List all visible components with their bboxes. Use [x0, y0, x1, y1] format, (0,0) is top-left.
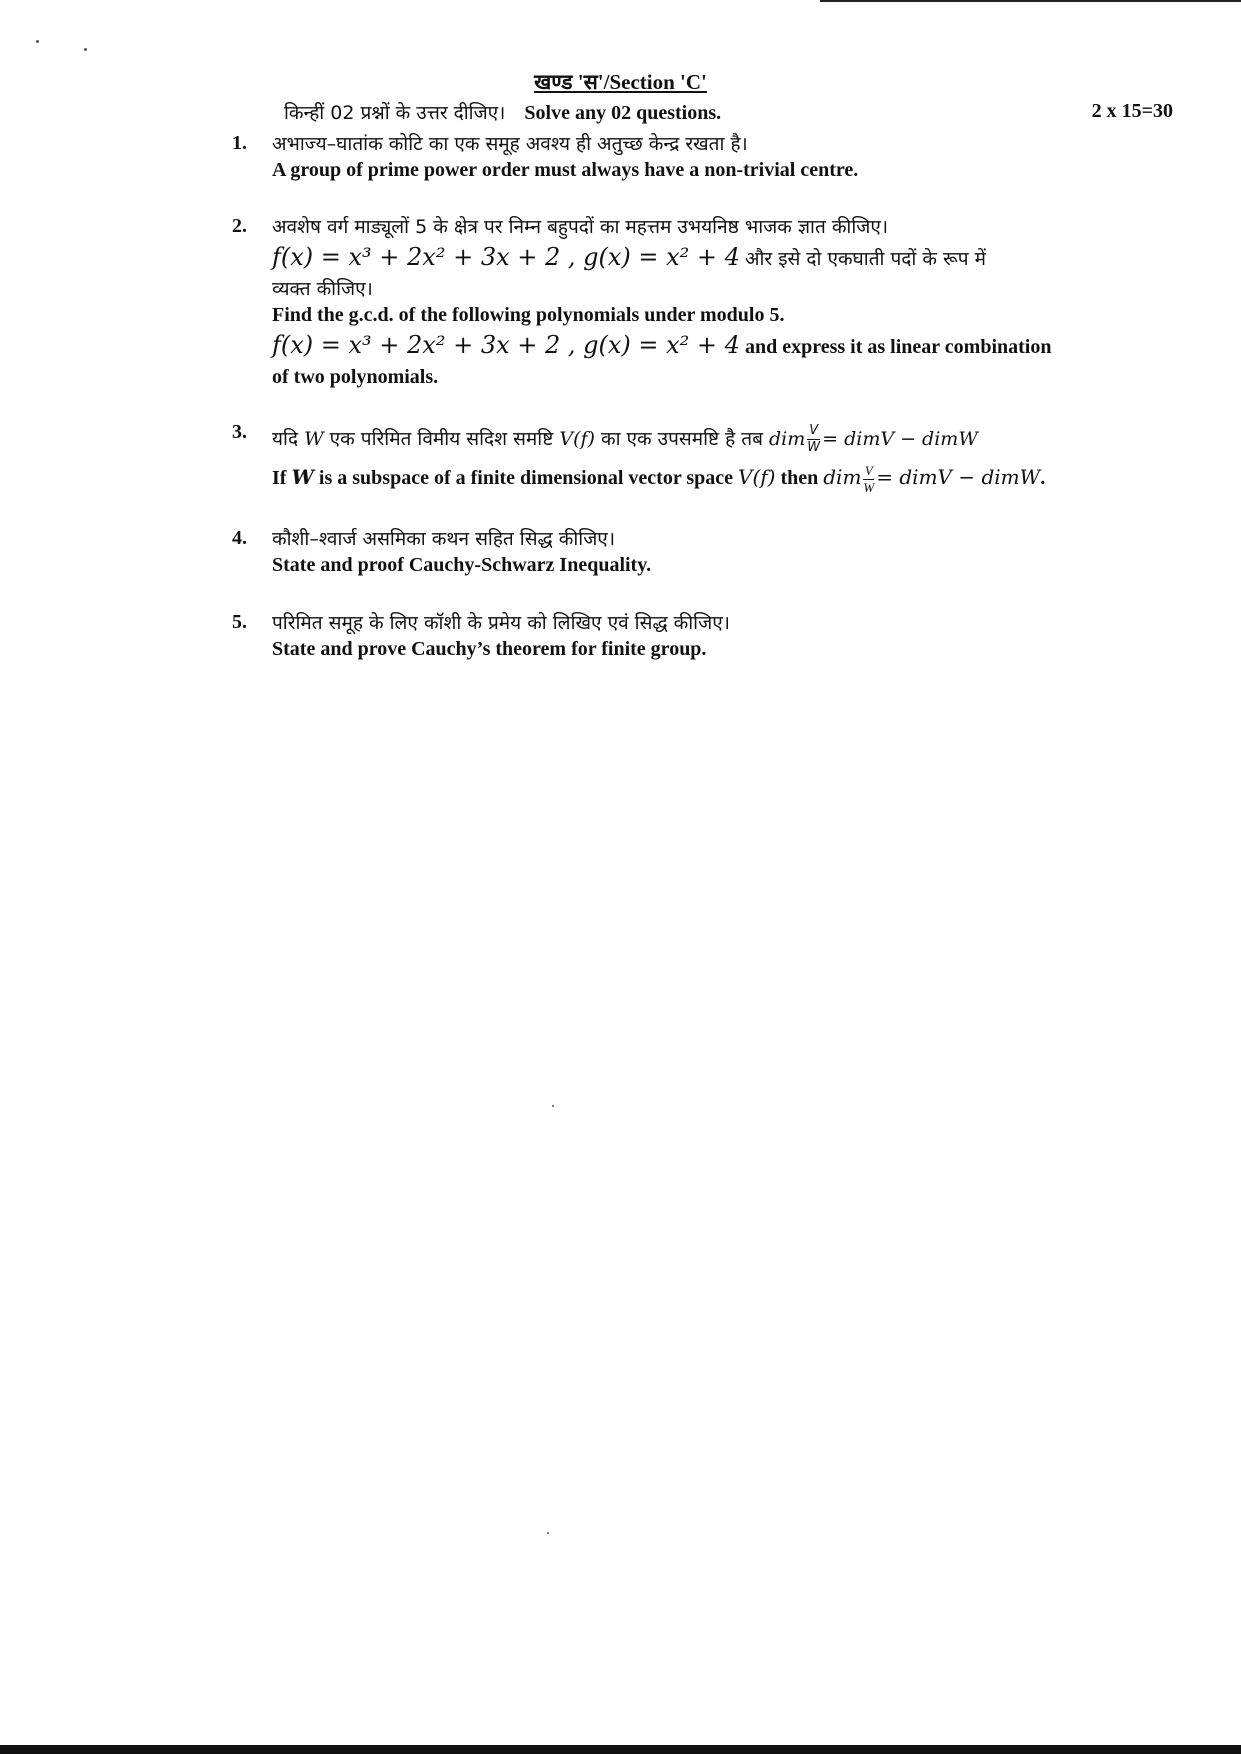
- question-math-line-hindi: [272, 240, 1212, 276]
- question-4: [232, 526, 1212, 578]
- scan-edge-bottom: [0, 1745, 1241, 1754]
- question-hindi-line-2: और इसे दो एकघाती पदों के रूप में: [744, 248, 986, 270]
- fraction-V-over-W: $\frac{V}{W}$: [863, 462, 875, 495]
- question-english: State and prove Cauchy’s theorem for finite group.: [272, 638, 707, 660]
- symbol-Vf: V(f): [738, 465, 776, 489]
- question-number: 4.: [232, 527, 247, 549]
- scan-speck: [547, 1532, 549, 1534]
- equation-rhs: = dimV − dimW: [876, 465, 1041, 489]
- text-fragment: एक परिमित विमीय सदिश समष्टि: [329, 428, 554, 450]
- question-hindi: [272, 420, 1212, 458]
- question-english: State and proof Cauchy-Schwarz Inequality.: [272, 554, 652, 576]
- question-2: [232, 214, 1212, 390]
- text-fragment: is a subspace of a finite dimensional vector space: [318, 467, 733, 489]
- question-5: [232, 610, 1212, 662]
- question-number: 2.: [232, 215, 247, 237]
- question-hindi: परिमित समूह के लिए कॉशी के प्रमेय को लिखिए एवं सिद्ध कीजिए।: [272, 612, 730, 634]
- symbol-dim: dim: [769, 428, 806, 450]
- instruction-english: Solve any 02 questions.: [524, 102, 722, 124]
- equation-rhs: = dimV − dimW: [822, 428, 978, 450]
- text-fragment: then: [780, 467, 819, 489]
- section-title: खण्ड 'स'/Section 'C': [534, 70, 707, 94]
- instruction-hindi: किन्हीं 02 प्रश्नों के उत्तर दीजिए।: [284, 102, 506, 124]
- polynomials-expression: f(x) = x³ + 2x² + 3x + 2 , g(x) = x² + 4: [272, 243, 740, 271]
- scan-speck: [84, 48, 87, 51]
- instructions: [284, 99, 721, 125]
- scan-speck: [36, 40, 39, 43]
- symbol-Vf: V(f): [559, 428, 595, 450]
- symbol-W: W: [291, 465, 314, 489]
- polynomials-expression: f(x) = x³ + 2x² + 3x + 2 , g(x) = x² + 4: [272, 331, 740, 359]
- question-number: 1.: [232, 132, 247, 154]
- scan-speck: [552, 1105, 554, 1107]
- question-english: A group of prime power order must always have a non-trivial centre.: [272, 159, 859, 181]
- question-english-line-1: Find the g.c.d. of the following polynomials under modulo 5.: [272, 304, 785, 326]
- marks-allocation: 2 x 15=30: [1091, 100, 1173, 122]
- question-number: 3.: [232, 421, 247, 443]
- question-number: 5.: [232, 611, 247, 633]
- question-hindi-line-1: अवशेष वर्ग माड्यूलों 5 के क्षेत्र पर निम्न बहुपदों का महत्तम उभयनिष्ठ भाजक ज्ञात कीजिए।: [272, 216, 889, 238]
- question-hindi: कौशी–श्वार्ज असमिका कथन सहित सिद्ध कीजिए।: [272, 528, 616, 550]
- question-hindi: अभाज्य–घातांक कोटि का एक समूह अवश्य ही अतुच्छ केन्द्र रखता है।: [272, 133, 748, 155]
- question-english-line-3: of two polynomials.: [272, 366, 439, 388]
- question-hindi-line-3: व्यक्त कीजिए।: [272, 278, 373, 300]
- question-english: If W is a subspace of a finite dimensional vector space V(f) then dim $\frac{V}{W}$ = dimV − dimW.: [272, 462, 1046, 495]
- question-3: [232, 420, 1212, 497]
- question-1: [232, 131, 1212, 183]
- symbol-W: W: [304, 428, 324, 450]
- scan-edge-top: [820, 0, 1241, 2]
- fraction-V-over-W: $\frac{V}{W}$: [807, 423, 821, 455]
- text-fragment: का एक उपसमष्टि है तब: [600, 428, 763, 450]
- text-fragment: If: [272, 467, 287, 489]
- question-english-line-2: and express it as linear combination: [744, 336, 1052, 358]
- symbol-dim: dim: [823, 465, 862, 489]
- question-math-line-english: [272, 328, 1212, 364]
- text-fragment: यदि: [272, 428, 299, 450]
